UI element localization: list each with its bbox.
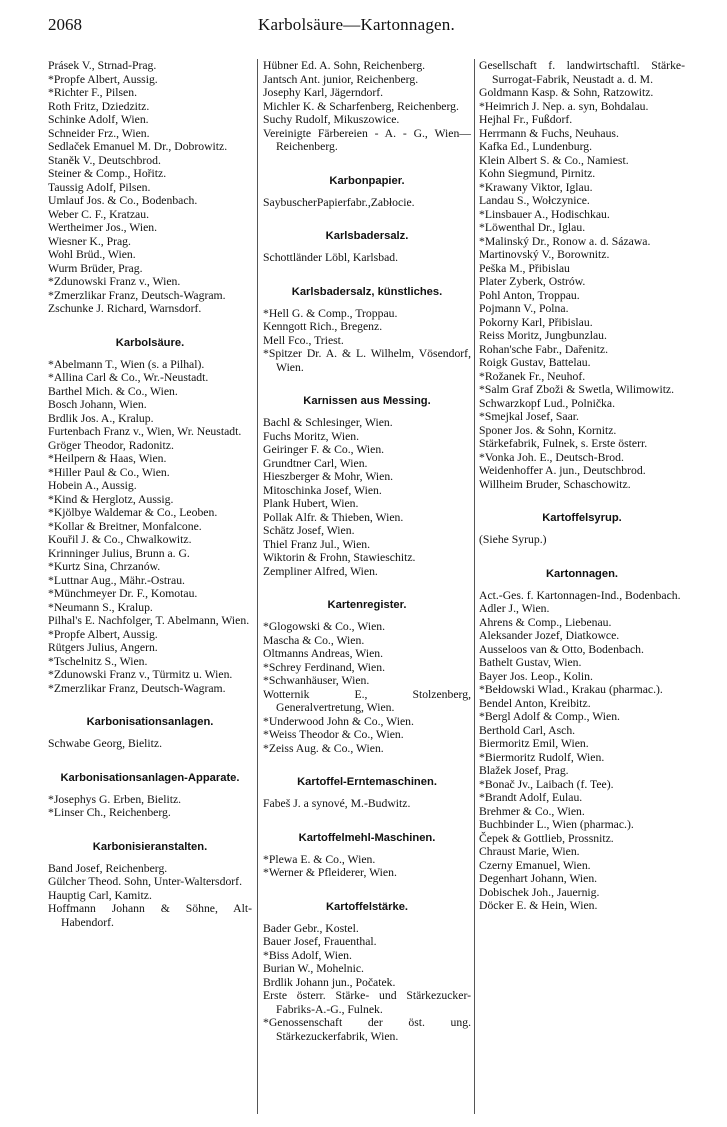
directory-entry: *Smejkal Josef, Saar. (479, 410, 579, 423)
directory-entry: Buchbinder L., Wien (pharmac.). (479, 818, 634, 831)
directory-entry: Brdlik Johann jun., Počatek. (263, 975, 396, 989)
directory-entry: Stärkefabrik, Fulnek, s. Erste österr. (479, 437, 648, 450)
page-header (48, 14, 684, 38)
directory-entry: Wurm Brüder, Prag. (48, 261, 143, 275)
directory-entry: Peška M., Přibislau (479, 261, 570, 275)
directory-entry: Berthold Carl, Asch. (479, 723, 576, 737)
directory-entry: *Brandt Adolf, Eulau. (479, 791, 583, 804)
directory-entry: *Biermoritz Rudolf, Wien. (479, 750, 605, 764)
directory-entry: *Salm Graf Zboži & Swetla, Wilimowitz. (479, 383, 675, 396)
directory-entry: *Underwood John & Co., Wien. (263, 714, 414, 728)
directory-entry: Weidenhoffer A. jun., Deutschbrod. (479, 464, 646, 477)
directory-entry: Pilhal's E. Nachfolger, T. Abelmann, Wien. (48, 614, 250, 627)
directory-entry: Mascha & Co., Wien. (263, 633, 365, 647)
directory-entry: Landau S., Wołczynice. (479, 194, 590, 207)
directory-entry: *Vonka Joh. E., Deutsch-Brod. (479, 450, 624, 464)
directory-entry: Brdlik Jos. A., Kralup. (48, 411, 154, 425)
directory-entry: Hejhal Fr., Fußdorf. (479, 113, 573, 126)
directory-entry: *Werner & Pfleiderer, Wien. (263, 866, 397, 879)
directory-entry: Blažek Josef, Prag. (479, 764, 569, 777)
directory-entry: Plater Zyberk, Ostrów. (479, 275, 586, 288)
directory-entry: Roth Fritz, Dziedzitz. (48, 99, 150, 113)
directory-entry: Weber C. F., Kratzau. (48, 207, 150, 221)
directory-entry: Suchy Rudolf, Mikuszowice. (263, 113, 400, 126)
directory-entry: Klein Albert S. & Co., Namiest. (479, 153, 629, 167)
column-1 (48, 59, 252, 929)
directory-entry: *Hiller Paul & Co., Wien. (48, 465, 170, 479)
directory-entry: Band Josef, Reichenberg. (48, 861, 168, 875)
directory-entry: *Münchmeyer Dr. F., Komotau. (48, 587, 198, 600)
directory-entry: Jantsch Ant. junior, Reichenberg. (263, 72, 419, 86)
directory-entry: Act.-Ges. f. Kartonnagen-Ind., Bodenbach. (479, 588, 681, 602)
directory-entry: SaybuscherPapierfabr.,Zabłocie. (263, 195, 415, 209)
directory-entry: *Propfe Albert, Aussig. (48, 72, 158, 86)
directory-entry: Brehmer & Co., Wien. (479, 804, 585, 818)
directory-entry: Ausseloos van & Otto, Bodenbach. (479, 642, 644, 656)
directory-entry: *Hell G. & Comp., Troppau. (263, 306, 398, 320)
directory-entry: Staněk V., Deutschbrod. (48, 153, 161, 167)
directory-entry: *Löwenthal Dr., Iglau. (479, 221, 586, 234)
directory-entry: *Biss Adolf, Wien. (263, 948, 352, 962)
directory-entry: Schwabe Georg, Bielitz. (48, 737, 163, 750)
directory-entry: *Kind & Herglotz, Aussig. (48, 492, 174, 506)
directory-entry: Grundtner Carl, Wien. (263, 456, 368, 470)
directory-entry: Wertheimer Jos., Wien. (48, 221, 158, 234)
directory-entry: Hobein A., Aussig. (48, 479, 137, 492)
directory-entry: Prásek V., Strnad-Prag. (48, 59, 157, 72)
directory-entry: *Rožanek Fr., Neuhof. (479, 369, 586, 383)
directory-entry: Bathelt Gustav, Wien. (479, 656, 582, 669)
directory-entry: *Schwanhäuser, Wien. (263, 674, 370, 687)
directory-entry: Krinninger Julius, Brunn a. G. (48, 546, 190, 560)
directory-entry: Aleksander Jozef, Diatkowce. (479, 629, 620, 642)
directory-entry: Plank Hubert, Wien. (263, 497, 359, 510)
section-heading: Karlsbadersalz. (325, 230, 409, 242)
directory-entry: Kouřil J. & Co., Chwalkowitz. (48, 533, 192, 546)
directory-entry: Vereinigte Färbereien - A. - G., Wien—Reichenberg. (263, 126, 471, 153)
directory-entry: Goldmann Kasp. & Sohn, Ratzowitz. (479, 86, 654, 99)
directory-entry: *Tschelnitz S., Wien. (48, 654, 148, 668)
directory-entry: Wohl Brüd., Wien. (48, 248, 136, 261)
directory-entry: Rütgers Julius, Angern. (48, 641, 158, 654)
directory-entry: Sponer Jos. & Sohn, Kornitz. (479, 423, 617, 437)
directory-entry: *Zdunowski Franz v., Türmitz u. Wien. (48, 668, 233, 681)
section-heading: Kartenregister. (327, 599, 407, 611)
directory-entry: *Malinský Dr., Ronow a. d. Sázawa. (479, 234, 651, 248)
section-heading: Karlsbadersalz, künstliches. (291, 285, 443, 298)
column-divider (257, 59, 258, 1114)
directory-entry: Degenhart Johann, Wien. (479, 872, 598, 885)
directory-entry: Taussig Adolf, Pilsen. (48, 180, 151, 194)
directory-entry: Pollak Alfr. & Thieben, Wien. (263, 510, 404, 524)
directory-entry: Czerny Emanuel, Wien. (479, 858, 591, 872)
directory-entry: Gülcher Theod. Sohn, Unter-Waltersdorf. (48, 875, 242, 888)
directory-entry: *Genossenschaft der öst. ung. Stärkezuckerfabrik, Wien. (263, 1016, 471, 1043)
directory-entry: Thiel Franz Jul., Wien. (263, 537, 371, 551)
directory-entry: *Neumann S., Kralup. (48, 600, 153, 614)
section-heading: Kartoffel-Erntemaschinen. (297, 776, 437, 788)
directory-entry: Hoffmann Johann & Söhne, Alt-Habendorf. (48, 902, 252, 929)
directory-entry: *Zdunowski Franz v., Wien. (48, 275, 181, 288)
directory-entry: Hauptig Carl, Kamitz. (48, 888, 152, 902)
directory-entry: Schwarzkopf Lud., Polnička. (479, 396, 615, 410)
directory-entry: Oltmanns Andreas, Wien. (263, 647, 384, 660)
directory-entry: Erste österr. Stärke- und Stärkezucker-Fabriks-A.-G., Fulnek. (263, 989, 471, 1016)
directory-entry: *Kollar & Breitner, Monfalcone. (48, 519, 202, 533)
directory-entry: Martinovský V., Borownitz. (479, 248, 610, 261)
directory-entry: *Zeiss Aug. & Co., Wien. (263, 741, 384, 755)
directory-entry: *Luttnar Aug., Mähr.-Ostrau. (48, 573, 185, 587)
directory-entry: Bauer Josef, Frauenthal. (263, 935, 377, 948)
directory-entry: Pojmann V., Polna. (479, 302, 569, 315)
directory-entry: *Allina Carl & Co., Wr.-Neustadt. (48, 371, 209, 384)
directory-entry: *Propfe Albert, Aussig. (48, 627, 158, 641)
directory-entry: *Plewa E. & Co., Wien. (263, 852, 376, 866)
section-heading: Karnissen aus Messing. (303, 395, 431, 407)
directory-entry: Pokorny Karl, Přibislau. (479, 315, 593, 329)
directory-entry: Wotternik E., Stolzenberg, Generalvertretung, Wien. (263, 687, 471, 714)
directory-entry: Gesellschaft f. landwirtschaftl. Stärke-Surrogat-Fabrik, Neustadt a. d. M. (479, 59, 685, 86)
directory-entry: *Bergl Adolf & Comp., Wien. (479, 710, 620, 723)
section-heading: Karbonisationsanlagen. (86, 716, 214, 728)
directory-entry: Döcker E. & Hein, Wien. (479, 899, 598, 912)
directory-entry: *Spitzer Dr. A. & L. Wilhelm, Vösendorf, Wien. (263, 347, 471, 374)
directory-entry: *Linsbauer A., Hodischkau. (479, 207, 610, 221)
directory-entry: Willheim Bruder, Schaschowitz. (479, 477, 631, 491)
section-heading: Kartoffelstärke. (325, 900, 409, 913)
directory-entry: *Zmerzlikar Franz, Deutsch-Wagram. (48, 681, 226, 695)
directory-entry: Schneider Frz., Wien. (48, 126, 150, 140)
directory-entry: Wiesner K., Prag. (48, 234, 131, 248)
directory-entry: Furtenbach Franz v., Wien, Wr. Neustadt. (48, 425, 242, 438)
directory-entry: *Linser Ch., Reichenberg. (48, 806, 171, 819)
directory-entry: Roigk Gustav, Battelau. (479, 356, 591, 369)
directory-entry: *Glogowski & Co., Wien. (263, 620, 386, 633)
directory-entry: Pohl Anton, Troppau. (479, 288, 580, 302)
directory-entry: Josephy Karl, Jägerndorf. (263, 86, 384, 99)
directory-entry: Kohn Siegmund, Pirnitz. (479, 167, 596, 180)
directory-entry: Dobischek Joh., Jauernig. (479, 885, 600, 899)
page-number: 2068 (48, 15, 82, 34)
directory-entry: Schinke Adolf, Wien. (48, 113, 149, 126)
directory-entry: Biermoritz Emil, Wien. (479, 737, 589, 750)
section-heading: Karbonpapier. (329, 174, 405, 187)
directory-entry: *Heimrich J. Nep. a. syn, Bohdalau. (479, 99, 649, 113)
directory-entry: *Bełdowski Wlad., Krakau (pharmac.). (479, 683, 663, 696)
section-note: (Siehe Syrup.) (479, 533, 547, 546)
column-3 (479, 59, 685, 913)
directory-entry: Hübner Ed. A. Sohn, Reichenberg. (263, 59, 426, 72)
directory-entry: Rohan'sche Fabr., Dařenitz. (479, 342, 609, 356)
directory-entry: Wiktorin & Frohn, Stawieschitz. (263, 551, 416, 564)
directory-entry: Gröger Theodor, Radonitz. (48, 438, 174, 452)
directory-entry: Hieszberger & Mohr, Wien. (263, 470, 394, 483)
directory-entry: Zschunke J. Richard, Warnsdorf. (48, 302, 202, 315)
directory-entry: Ahrens & Comp., Liebenau. (479, 615, 612, 629)
directory-entry: Chraust Marie, Wien. (479, 845, 580, 858)
directory-entry: Kenngott Rich., Bregenz. (263, 320, 383, 333)
directory-entry: Barthel Mich. & Co., Wien. (48, 384, 178, 398)
directory-entry: *Weiss Theodor & Co., Wien. (263, 728, 404, 741)
directory-entry: Čepek & Gottlieb, Prossnitz. (479, 831, 614, 845)
directory-entry: *Bonač Jv., Laibach (f. Tee). (479, 777, 614, 791)
directory-entry: Schätz Josef, Wien. (263, 524, 355, 537)
directory-entry: *Schrey Ferdinand, Wien. (263, 660, 386, 674)
directory-entry: Kafka Ed., Lundenburg. (479, 140, 593, 153)
directory-entry: *Kurtz Sina, Chrzanów. (48, 560, 161, 573)
directory-entry: Bendel Anton, Kreibitz. (479, 696, 591, 710)
directory-entry: Fabeš J. a synové, M.-Budwitz. (263, 797, 411, 810)
directory-entry: Steiner & Comp., Hořitz. (48, 167, 167, 180)
section-heading: Kartoffelmehl-Maschinen. (298, 831, 436, 844)
directory-entry: *Krawany Viktor, Iglau. (479, 180, 593, 194)
directory-entry: *Kjölbye Waldemar & Co., Leoben. (48, 506, 218, 519)
directory-entry: Bachl & Schlesinger, Wien. (263, 416, 393, 429)
directory-entry: Bader Gebr., Kostel. (263, 921, 359, 935)
directory-entry: Umlauf Jos. & Co., Bodenbach. (48, 194, 198, 207)
directory-entry: Fuchs Moritz, Wien. (263, 429, 360, 443)
directory-entry: *Zmerzlikar Franz, Deutsch-Wagram. (48, 288, 226, 302)
directory-entry: Burian W., Mohelnic. (263, 962, 364, 975)
directory-entry: Michler K. & Scharfenberg, Reichenberg. (263, 99, 459, 113)
section-heading: Karbonisationsanlagen-Apparate. (60, 771, 240, 784)
column-2 (263, 59, 471, 1043)
directory-entry: Reiss Moritz, Jungbunzlau. (479, 329, 607, 342)
directory-entry: Mitoschinka Josef, Wien. (263, 483, 382, 497)
section-heading: Kartoffelsyrup. (542, 512, 622, 524)
directory-entry: Bosch Johann, Wien. (48, 398, 147, 411)
directory-entry: Geiringer F. & Co., Wien. (263, 443, 385, 456)
directory-entry: Mell Fco., Triest. (263, 333, 344, 347)
section-heading: Karbolsäure. (115, 336, 185, 349)
section-heading: Karbonisieranstalten. (92, 840, 208, 853)
section-heading: Kartonnagen. (545, 567, 619, 580)
directory-entry: Adler J., Wien. (479, 602, 550, 615)
directory-entry: *Josephys G. Erben, Bielitz. (48, 792, 182, 806)
running-title: Karbolsäure—Kartonnagen. (258, 15, 455, 34)
column-divider (474, 59, 475, 1114)
directory-entry: Sedlaček Emanuel M. Dr., Dobrowitz. (48, 140, 228, 153)
directory-entry: *Heilpern & Haas, Wien. (48, 452, 167, 465)
directory-entry: *Abelmann T., Wien (s. a Pilhal). (48, 357, 205, 371)
directory-entry: Zempliner Alfred, Wien. (263, 564, 378, 578)
directory-entry: Bayer Jos. Leop., Kolin. (479, 669, 593, 683)
directory-entry: Herrmann & Fuchs, Neuhaus. (479, 126, 619, 140)
directory-entry: *Richter F., Pilsen. (48, 86, 137, 99)
directory-entry: Schottländer Löbl, Karlsbad. (263, 251, 399, 264)
